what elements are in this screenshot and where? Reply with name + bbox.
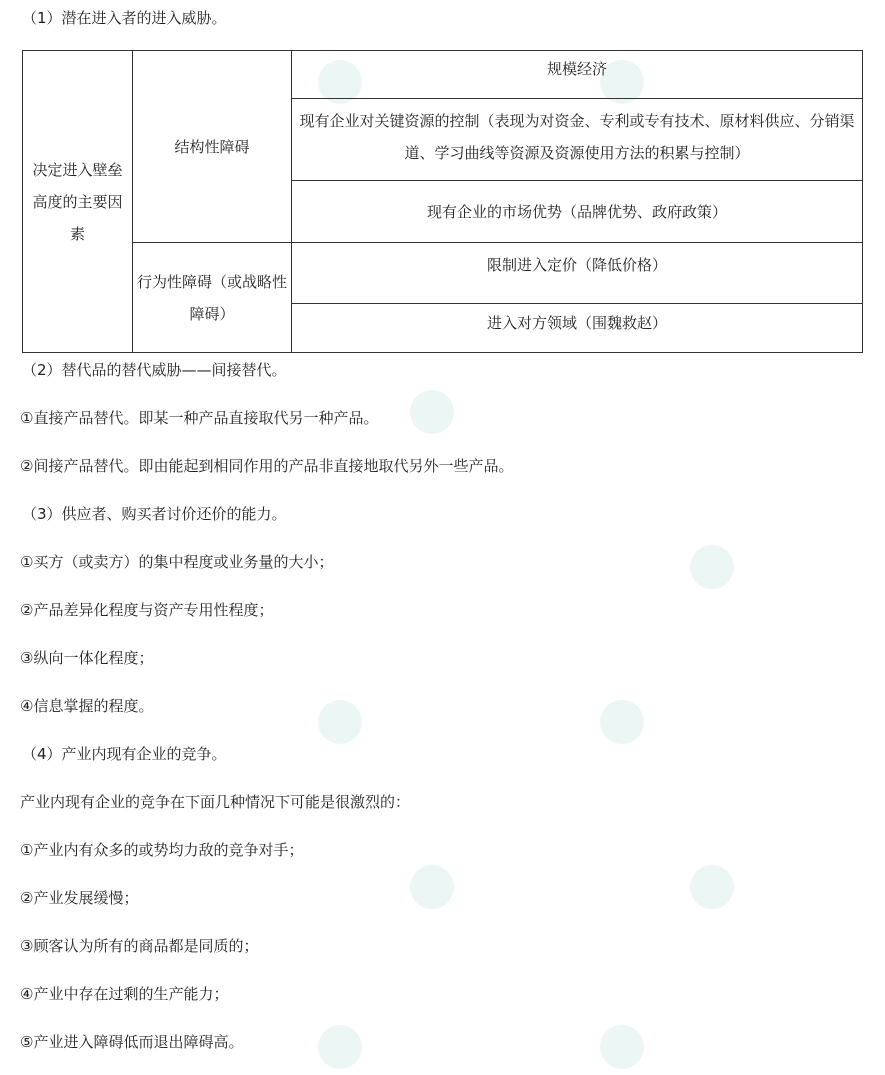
table-cell: 现有企业对关键资源的控制（表现为对资金、专利或专有技术、原材料供应、分销渠道、学习曲线等资源及资源使用方法的积累与控制） — [292, 99, 863, 181]
watermark-logo-icon — [600, 700, 644, 744]
table-root-cell: 决定进入壁垒高度的主要因素 — [23, 51, 133, 353]
entry-barrier-table — [22, 50, 863, 353]
structural-barrier-label: 结构性障碍 — [133, 51, 292, 243]
list-item: ③顾客认为所有的商品都是同质的； — [20, 937, 259, 955]
watermark-logo-icon — [600, 1025, 644, 1069]
list-item: ③纵向一体化程度； — [20, 649, 154, 667]
list-item: ②产业发展缓慢； — [20, 889, 139, 907]
behavioral-barrier-label: 行为性障碍（或战略性障碍） — [133, 243, 292, 353]
list-item: ⑤产业进入障碍低而退出障碍高。 — [20, 1033, 244, 1051]
watermark-logo-icon — [690, 865, 734, 909]
table-cell: 规模经济 — [292, 51, 863, 99]
list-item: ①直接产品替代。即某一种产品直接取代另一种产品。 — [20, 409, 379, 427]
section4-title: （4）产业内现有企业的竞争。 — [22, 745, 227, 763]
table-cell: 现有企业的市场优势（品牌优势、政府政策） — [292, 181, 863, 243]
watermark-logo-icon — [690, 545, 734, 589]
list-item: ②产品差异化程度与资产专用性程度； — [20, 601, 274, 619]
list-item: ②间接产品替代。即由能起到相同作用的产品非直接地取代另外一些产品。 — [20, 457, 514, 475]
watermark-logo-icon — [318, 700, 362, 744]
list-item: ④产业中存在过剩的生产能力； — [20, 985, 229, 1003]
list-item: ④信息掌握的程度。 — [20, 697, 154, 715]
table-cell: 进入对方领域（围魏救赵） — [292, 304, 863, 353]
list-item: ①买方（或卖方）的集中程度或业务量的大小； — [20, 553, 334, 571]
watermark-logo-icon — [410, 390, 454, 434]
section3-title: （3）供应者、购买者讨价还价的能力。 — [22, 505, 287, 523]
watermark-logo-icon — [410, 865, 454, 909]
table-cell: 限制进入定价（降低价格） — [292, 243, 863, 304]
watermark-logo-icon — [318, 1025, 362, 1069]
list-item: ①产业内有众多的或势均力敌的竞争对手； — [20, 841, 304, 859]
section2-title: （2）替代品的替代威胁——间接替代。 — [22, 361, 287, 379]
section1-title: （1）潜在进入者的进入威胁。 — [22, 9, 227, 27]
section4-intro: 产业内现有企业的竞争在下面几种情况下可能是很激烈的： — [20, 793, 411, 811]
